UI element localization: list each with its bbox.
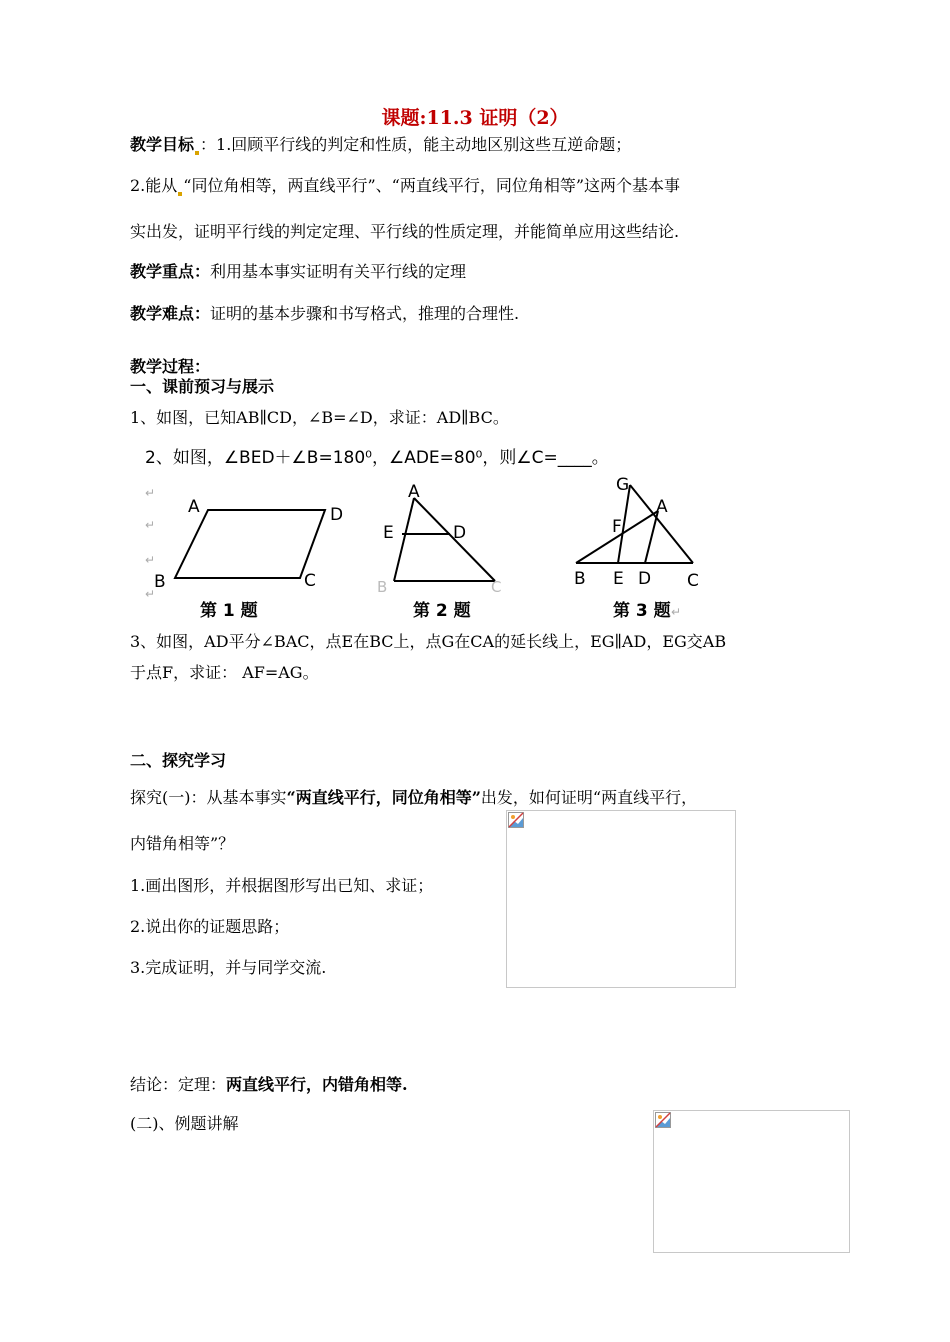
section1-heading: 一、课前预习与展示 — [130, 377, 275, 396]
label-C: C — [304, 571, 316, 591]
key-point: 教学重点：利用基本事实证明有关平行线的定理 — [130, 262, 467, 281]
question-1: 1、如图，已知AB∥CD，∠B=∠D，求证：AD∥BC。 — [130, 408, 509, 427]
label-C: C — [687, 571, 699, 591]
label-D: D — [330, 505, 344, 525]
conclusion: 结论：定理：两直线平行，内错角相等. — [130, 1075, 408, 1094]
process-label: 教学过程： — [130, 357, 211, 376]
label-G: G — [616, 475, 630, 495]
label-E: E — [613, 569, 624, 589]
question-3-line2: 于点F，求证： AF=AG。 — [130, 663, 319, 682]
label-E: E — [383, 523, 394, 543]
image-placeholder — [653, 1110, 850, 1253]
label-B: B — [377, 578, 388, 596]
explore-step3: 3.完成证明，并与同学交流. — [130, 958, 327, 977]
edit-marker-icon — [195, 151, 199, 155]
caption-3: 第 3 题 — [613, 601, 671, 621]
page-title: 课题:11.3 证明（2） — [381, 107, 569, 129]
label-A: A — [408, 482, 420, 502]
explore-step1: 1.画出图形，并根据图形写出已知、求证； — [130, 876, 434, 895]
question-3-line1: 3、如图，AD平分∠BAC，点E在BC上，点G在CA的延长线上，EG∥AD，EG交AB — [130, 632, 727, 651]
label-A: A — [188, 497, 200, 517]
label-F: F — [612, 517, 622, 537]
label-D: D — [453, 523, 467, 543]
paragraph-mark-icon: ↵ — [671, 605, 682, 619]
label-D: D — [638, 569, 652, 589]
figure-1 — [150, 490, 360, 620]
label-A: A — [656, 497, 668, 517]
image-placeholder — [506, 810, 736, 988]
goal-line1: 教学目标 ：1.回顾平行线的判定和性质，能主动地区别这些互逆命题； — [130, 135, 632, 154]
paragraph-mark-icon: ↵ — [145, 553, 156, 567]
parallelogram-shape — [175, 510, 325, 578]
broken-image-icon — [508, 812, 524, 828]
explore-line1: 探究(一)：从基本事实“两直线平行，同位角相等”出发，如何证明“两直线平行， — [130, 788, 698, 807]
goal-label: 教学目标 — [130, 135, 195, 154]
caption-2: 第 2 题 — [413, 601, 471, 620]
example-heading: (二)、例题讲解 — [130, 1114, 239, 1133]
difficulty-point: 教学难点：证明的基本步骤和书写格式，推理的合理性. — [130, 304, 520, 323]
goal-line3: 实出发，证明平行线的判定定理、平行线的性质定理，并能简单应用这些结论. — [130, 222, 680, 241]
label-B: B — [154, 572, 166, 592]
question-2: 2、如图，∠BED＋∠B=180⁰，∠ADE=80⁰，则∠C=____。 — [145, 448, 609, 468]
label-B: B — [574, 569, 586, 589]
paragraph-mark-icon: ↵ — [145, 587, 156, 601]
edit-marker-icon — [178, 192, 182, 196]
figure-2 — [375, 480, 515, 620]
paragraph-mark-icon: ↵ — [145, 518, 156, 532]
label-C: C — [491, 578, 502, 596]
broken-image-icon — [655, 1112, 671, 1128]
figure-3 — [568, 470, 713, 625]
explore-step2: 2.说出你的证题思路； — [130, 917, 290, 936]
goal-line2: 2.能从 “同位角相等，两直线平行”、“两直线平行，同位角相等”这两个基本事 — [130, 176, 681, 195]
explore-line2: 内错角相等”？ — [130, 834, 235, 853]
section2-heading: 二、探究学习 — [130, 751, 227, 770]
caption-1: 第 1 题 — [200, 601, 258, 620]
paragraph-mark-icon: ↵ — [145, 486, 156, 500]
